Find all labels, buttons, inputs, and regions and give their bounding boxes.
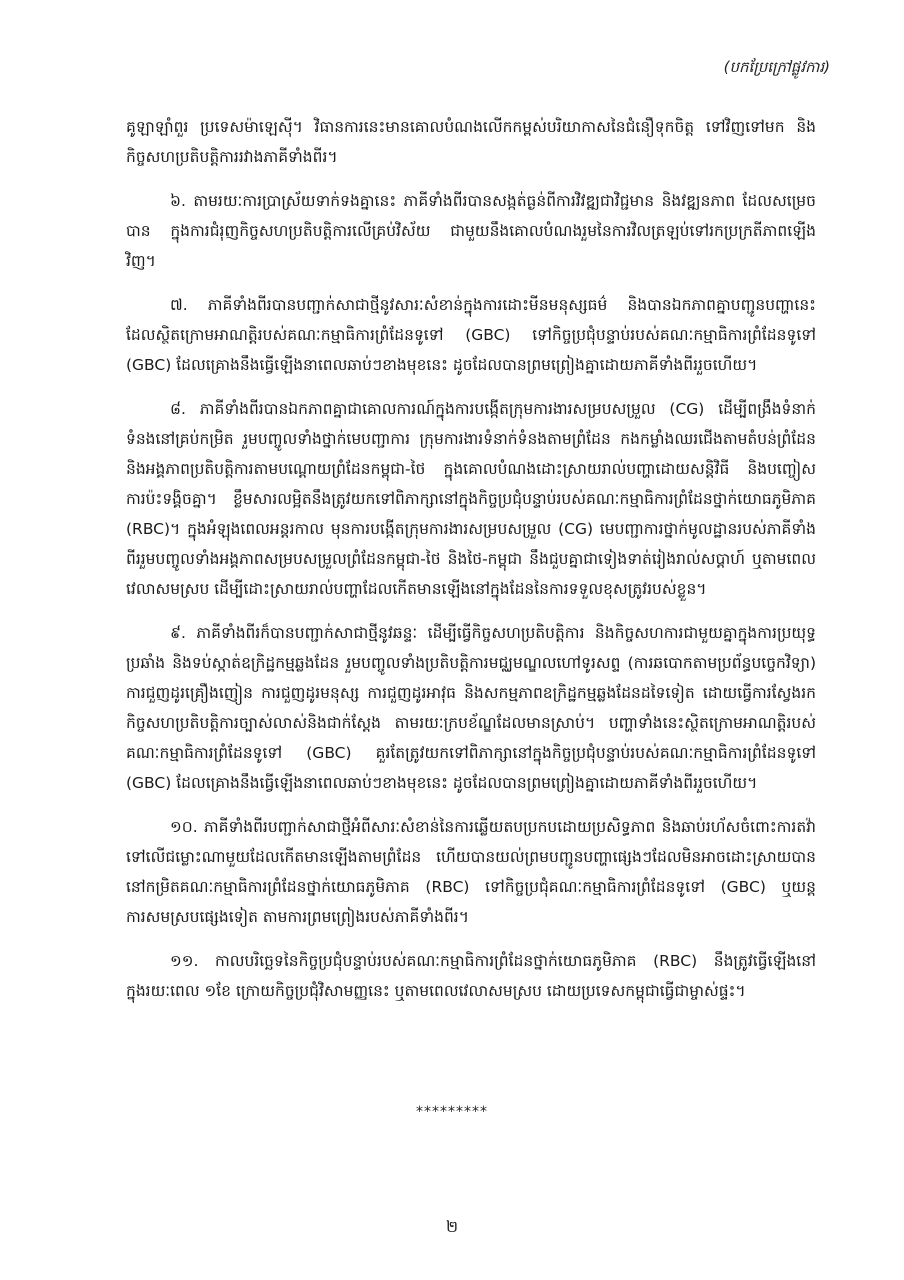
paragraph-continuation: គូឡាឡាំពួរ ប្រទេសម៉ាឡេស៊ី។ វិធានការនេះមានគោលបំណងលើកកម្ពស់បរិយាកាសនៃជំនឿទុកចិត្ត ទៅវិញទៅមក និងកិច្ចសហប្រតិបត្តិការរវាងភាគីទាំងពីរ។ — [126, 118, 816, 166]
section-separator: ********* — [416, 1104, 488, 1120]
unofficial-translation-note: (បកប្រែក្រៅផ្លូវការ) — [723, 58, 830, 76]
paragraph-11: ១១. កាលបរិច្ឆេទនៃកិច្ចប្រជុំបន្ទាប់របស់គណៈកម្មាធិការព្រំដែនថ្នាក់យោធភូមិភាគ (RBC) នឹងត្រូវធ្វើឡើងនៅក្នុងរយៈពេល ១ខែ ក្រោយកិច្ចប្រជុំវិសាមញ្ញនេះ ឬតាមពេលវេលាសមស្រប ដោយប្រទេសកម្ពុជាធ្វើជាម្ចាស់ផ្ទះ។ — [126, 952, 816, 1000]
paragraph-10: ១០. ភាគីទាំងពីរបញ្ជាក់សាជាថ្មីអំពីសារៈសំខាន់នៃការឆ្លើយតបប្រកបដោយប្រសិទ្ធភាព និងឆាប់រហ័សចំពោះការតវ៉ាទៅលើជម្លោះណាមួយដែលកើតមានឡើងតាមព្រំដែន ហើយបានយល់ព្រមបញ្ជូនបញ្ហាផ្សេងៗដែលមិនអាចដោះស្រាយបាននៅកម្រិតគណៈកម្មាធិការព្រំដែនថ្នាក់យោធភូមិភាគ (RBC) ទៅកិច្ចប្រជុំគណៈកម្មាធិការព្រំដែនទូទៅ (GBC) ឬយន្តការសមស្របផ្សេងទៀត តាមការព្រមព្រៀងរបស់ភាគីទាំងពីរ។ — [126, 818, 816, 926]
paragraph-9: ៩. ភាគីទាំងពីរក៏បានបញ្ជាក់សាជាថ្មីនូវឆន្ទៈ ដើម្បីធ្វើកិច្ចសហប្រតិបត្តិការ និងកិច្ចសហការជាមួយគ្នាក្នុងការប្រយុទ្ធប្រឆាំង និងទប់ស្កាត់ឧក្រិដ្ឋកម្មឆ្លងដែន រួមបញ្ចូលទាំងប្រតិបត្តិការមជ្ឈមណ្ឌលហៅទូរសព្ទ (ការឆបោកតាមប្រព័ន្ធបច្ចេកវិទ្យា) ការជួញដូរគ្រឿងញៀន ការជួញដូរមនុស្ស ការជួញដូរអាវុធ និងសកម្មភាពឧក្រិដ្ឋកម្មឆ្លងដែនដទៃទៀត ដោយធ្វើការស្វែងរកកិច្ចសហប្រតិបត្តិការច្បាស់លាស់និងជាក់ស្តែង តាមរយៈក្របខ័ណ្ឌដែលមានស្រាប់។ បញ្ហាទាំងនេះស្ថិតក្រោមអាណត្តិរបស់គណៈកម្មាធិការព្រំដែនទូទៅ (GBC) គួរតែត្រូវយកទៅពិភាក្សានៅក្នុងកិច្ចប្រជុំបន្ទាប់របស់គណៈកម្មាធិការព្រំដែនទូទៅ (GBC) ដែលគ្រោងនឹងធ្វើឡើងនាពេលឆាប់ៗខាងមុខនេះ ដូចដែលបានព្រមព្រៀងគ្នាដោយភាគីទាំងពីររួចហើយ។ — [126, 624, 816, 792]
paragraph-6: ៦. តាមរយៈការប្រាស្រ័យទាក់ទងគ្នានេះ ភាគីទាំងពីរបានសង្កត់ធ្ងន់ពីការវិវឌ្ឍជាវិជ្ជមាន និងវឌ្ឍនភាព ដែលសម្រេចបាន ក្នុងការជំរុញកិច្ចសហប្រតិបត្តិការលើគ្រប់វិស័យ ជាមួយនឹងគោលបំណងរួមនៃការវិលត្រឡប់ទៅរកប្រក្រតីភាពឡើងវិញ។ — [126, 192, 816, 270]
paragraph-7: ៧. ភាគីទាំងពីរបានបញ្ជាក់សាជាថ្មីនូវសារៈសំខាន់ក្នុងការដោះមីនមនុស្សធម៌ និងបានឯកភាពគ្នាបញ្ជូនបញ្ហានេះ ដែលស្ថិតក្រោមអាណត្តិរបស់គណៈកម្មាធិការព្រំដែនទូទៅ (GBC) ទៅកិច្ចប្រជុំបន្ទាប់របស់គណៈកម្មាធិការព្រំដែនទូទៅ (GBC) ដែលគ្រោងនឹងធ្វើឡើងនាពេលឆាប់ៗខាងមុខនេះ ដូចដែលបានព្រមព្រៀងគ្នាដោយភាគីទាំងពីររួចហើយ។ — [126, 296, 816, 374]
paragraph-8: ៨. ភាគីទាំងពីរបានឯកភាពគ្នាជាគោលការណ៍ក្នុងការបង្កើតក្រុមការងារសម្របសម្រួល (CG) ដើម្បីពង្រឹងទំនាក់ទំនងនៅគ្រប់កម្រិត រួមបញ្ចូលទាំងថ្នាក់មេបញ្ជាការ ក្រុមការងារទំនាក់ទំនងតាមព្រំដែន កងកម្លាំងឈរជើងតាមតំបន់ព្រំដែន និងអង្គភាពប្រតិបត្តិការតាមបណ្តោយព្រំដែនកម្ពុជា-ថៃ ក្នុងគោលបំណងដោះស្រាយរាល់បញ្ហាដោយសន្តិវិធី និងបញ្ចៀសការប៉ះទង្គិចគ្នា។ ខ្លឹមសារលម្អិតនឹងត្រូវយកទៅពិភាក្សានៅក្នុងកិច្ចប្រជុំបន្ទាប់របស់គណៈកម្មាធិការព្រំដែនថ្នាក់យោធភូមិភាគ (RBC)។ ក្នុងអំឡុងពេលអន្តរកាល មុនការបង្កើតក្រុមការងារសម្របសម្រួល (CG) មេបញ្ជាការថ្នាក់មូលដ្ឋានរបស់ភាគីទាំងពីររួមបញ្ចូលទាំងអង្គភាពសម្របសម្រួលព្រំដែនកម្ពុជា-ថៃ និងថៃ-កម្ពុជា នឹងជួបគ្នាជាទៀងទាត់រៀងរាល់សប្តាហ៍ ឬតាមពេលវេលាសមស្រប ដើម្បីដោះស្រាយរាល់បញ្ហាដែលកើតមានឡើងនៅក្នុងដែននៃការទទួលខុសត្រូវរបស់ខ្លួន។ — [126, 400, 816, 598]
document-body — [126, 112, 816, 1020]
page-number: ២ — [445, 1217, 459, 1236]
